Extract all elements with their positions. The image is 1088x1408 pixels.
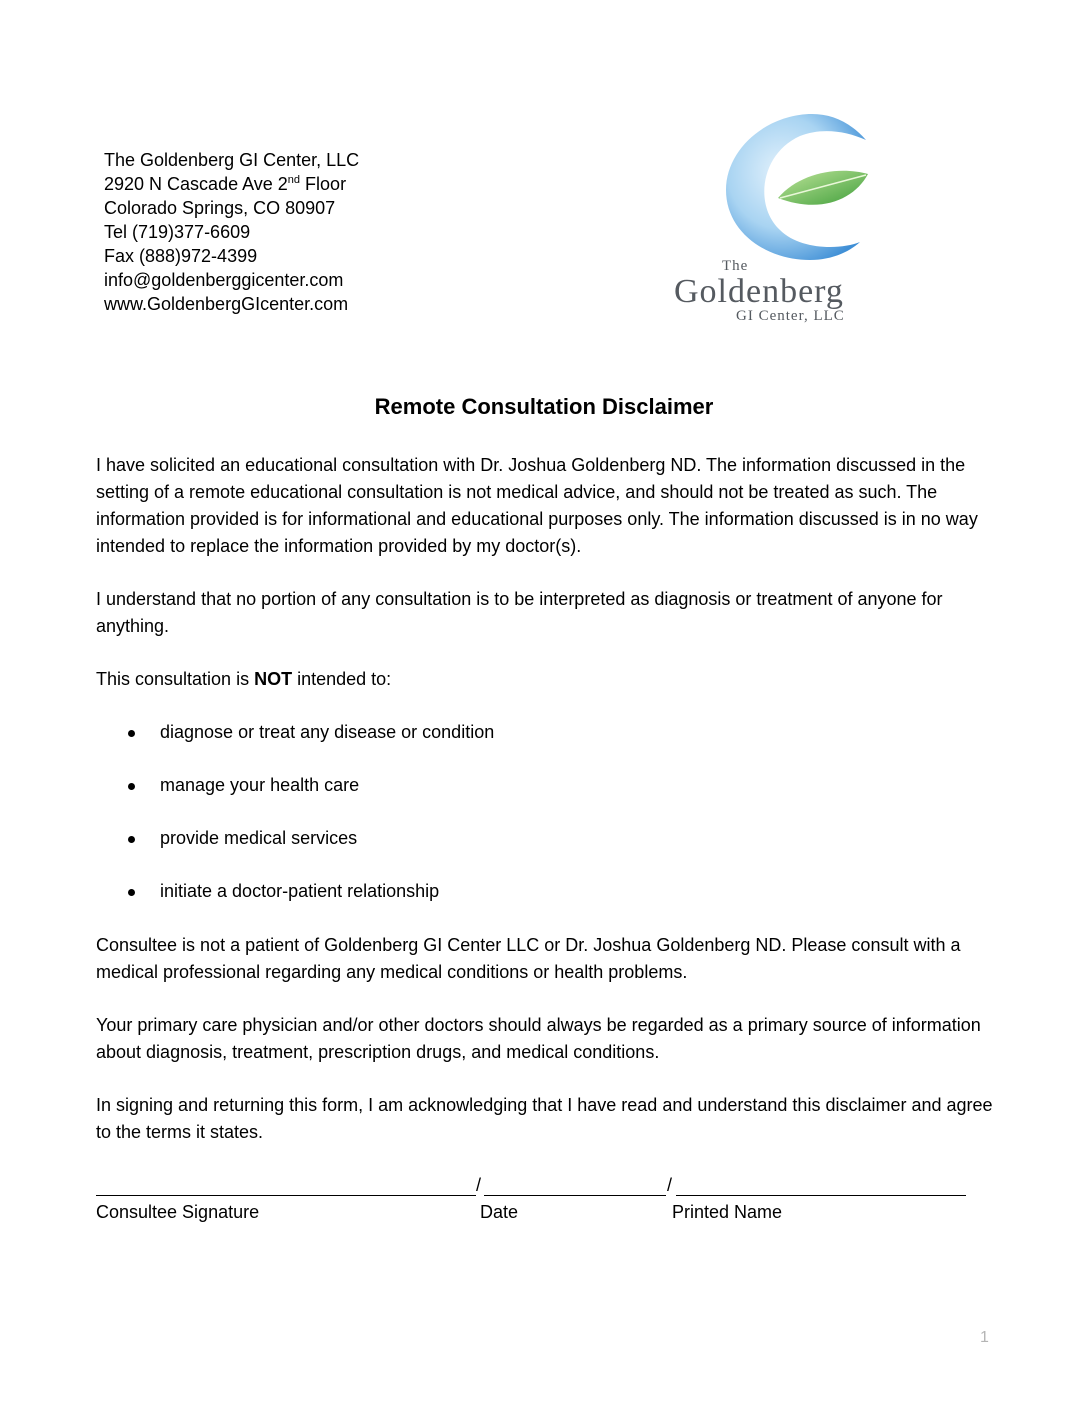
bullet-icon bbox=[128, 783, 135, 790]
paragraph-acknowledgement: In signing and returning this form, I am acknowledging that I have read and understand this disclaimer and agree to the terms it states. bbox=[96, 1095, 993, 1142]
address-floor-suffix: Floor bbox=[300, 174, 347, 194]
list-item-text: initiate a doctor-patient relationship bbox=[160, 881, 440, 901]
not-intro-pre: This consultation is bbox=[96, 669, 255, 689]
not-intro-bold: NOT bbox=[254, 669, 293, 689]
not-intro-post: intended to: bbox=[292, 669, 392, 689]
page-number: 1 bbox=[980, 1329, 989, 1346]
logo-leaf bbox=[778, 171, 868, 205]
logo-text-subtitle: GI Center, LLC bbox=[736, 308, 845, 324]
paragraph-understanding: I understand that no portion of any consultation is to be interpreted as diagnosis or treatment of anyone for anything. bbox=[96, 589, 943, 636]
address-line-city: Colorado Springs, CO 80907 bbox=[104, 198, 336, 218]
address-line-website: www.GoldenbergGIcenter.com bbox=[104, 294, 349, 314]
paragraph-not-patient: Consultee is not a patient of Goldenberg GI Center LLC or Dr. Joshua Goldenberg ND. Please consult with a medical professional regarding any medical conditions or health problems. bbox=[96, 935, 961, 982]
list-item bbox=[96, 878, 996, 905]
bullet-icon bbox=[128, 836, 135, 843]
address-line-street bbox=[104, 172, 359, 196]
address-line-fax: Fax (888)972-4399 bbox=[104, 246, 258, 266]
separator-slash: / bbox=[667, 1175, 673, 1195]
paragraph-primary-care: Your primary care physician and/or other doctors should always be regarded as a primary source of information about diagnosis, treatment, prescription drugs, and medical conditions. bbox=[96, 1015, 981, 1062]
document-body bbox=[96, 452, 996, 1172]
date-field[interactable] bbox=[484, 1195, 666, 1196]
label-printed-name: Printed Name bbox=[672, 1202, 783, 1222]
signature-field[interactable] bbox=[96, 1195, 476, 1196]
paragraph-not-intended bbox=[96, 666, 996, 693]
address-line-tel: Tel (719)377-6609 bbox=[104, 222, 251, 242]
paragraph-intro: I have solicited an educational consultation with Dr. Joshua Goldenberg ND. The information discussed in the setting of a remote educational consultation is not medical advice, and should not be treated as such. The information provided is for informational and educational purposes only. The information discussed is in no way intended to replace the information provided by my doctor(s). bbox=[96, 455, 978, 556]
list-item bbox=[96, 719, 996, 746]
not-intended-list bbox=[96, 719, 996, 905]
list-item-text: manage your health care bbox=[160, 775, 360, 795]
list-item-text: diagnose or treat any disease or condition bbox=[160, 722, 495, 742]
address-line-email: info@goldenberggicenter.com bbox=[104, 270, 344, 290]
bullet-icon bbox=[128, 889, 135, 896]
printed-name-field[interactable] bbox=[676, 1195, 966, 1196]
list-item bbox=[96, 825, 996, 852]
logo-text-the: The bbox=[722, 258, 749, 274]
document-title: Remote Consultation Disclaimer bbox=[374, 394, 714, 419]
address-block bbox=[104, 148, 359, 316]
separator-slash: / bbox=[476, 1175, 482, 1195]
label-date: Date bbox=[480, 1202, 519, 1222]
logo-text-goldenberg: Goldenberg bbox=[674, 273, 844, 310]
address-street-text: 2920 N Cascade Ave 2 bbox=[104, 174, 288, 194]
signature-line bbox=[96, 1175, 976, 1199]
logo-mark-icon bbox=[670, 110, 940, 330]
address-floor-sup: nd bbox=[287, 174, 301, 186]
label-consultee-signature: Consultee Signature bbox=[96, 1202, 260, 1222]
goldenberg-logo bbox=[670, 110, 940, 330]
list-item-text: provide medical services bbox=[160, 828, 358, 848]
bullet-icon bbox=[128, 730, 135, 737]
list-item bbox=[96, 772, 996, 799]
address-line-company: The Goldenberg GI Center, LLC bbox=[104, 150, 360, 170]
